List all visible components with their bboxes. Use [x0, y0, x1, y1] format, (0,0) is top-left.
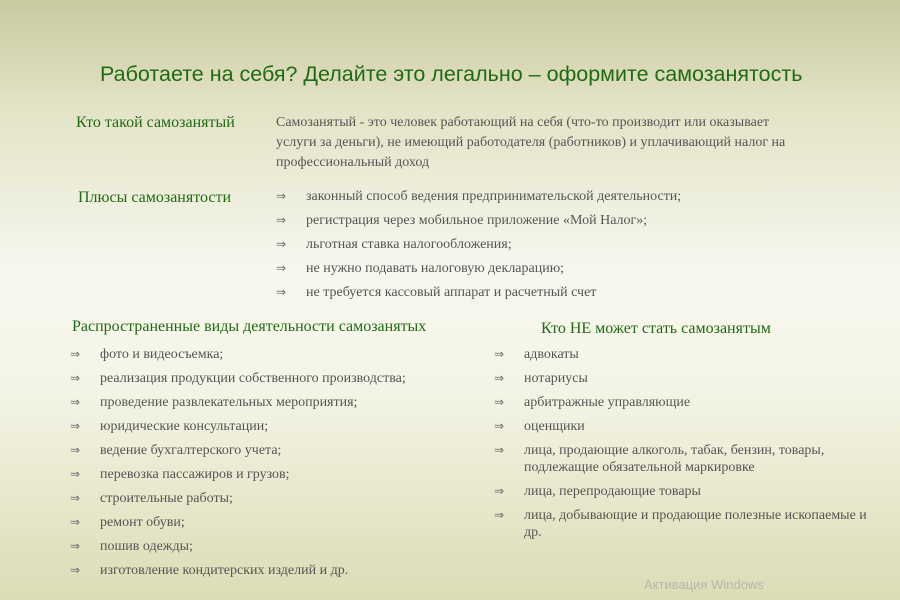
arrow-right-icon: ⇒ [70, 395, 81, 409]
list-item-text: адвокаты [524, 347, 579, 362]
list-item-text: законный способ ведения предпринимательской деятельности; [306, 189, 682, 204]
list-item [276, 260, 796, 284]
list-item [276, 188, 796, 212]
list-item [494, 370, 874, 387]
list-item [276, 236, 796, 260]
windows-activation-watermark: Активация Windows [644, 577, 764, 592]
list-item-text: арбитражные управляющие [524, 395, 691, 410]
list-item [70, 466, 470, 490]
activities-label: Распространенные виды деятельности самозанятых [72, 318, 427, 335]
arrow-right-icon: ⇒ [276, 285, 287, 299]
list-item-text: не требуется кассовый аппарат и расчетный счет [306, 285, 597, 300]
list-item-text: фото и видеосъемка; [100, 347, 224, 362]
list-item [70, 538, 470, 562]
arrow-right-icon: ⇒ [276, 213, 287, 227]
arrow-right-icon: ⇒ [70, 347, 81, 361]
list-item [494, 483, 874, 500]
list-item-text: перевозка пассажиров и грузов; [100, 467, 290, 482]
list-item-text: изготовление кондитерских изделий и др. [100, 563, 349, 578]
list-item-text: регистрация через мобильное приложение «Мой Налог»; [306, 213, 648, 228]
list-item-text: льготная ставка налогообложения; [306, 237, 512, 252]
arrow-right-icon: ⇒ [494, 347, 505, 361]
list-item-text: юридические консультации; [100, 419, 269, 434]
list-item [276, 212, 796, 236]
arrow-right-icon: ⇒ [70, 563, 81, 577]
list-item-text: ведение бухгалтерского учета; [100, 443, 282, 458]
list-item-text: лица, продающие алкоголь, табак, бензин, товары, подлежащие обязательной маркировке [524, 443, 825, 475]
list-item [276, 284, 796, 308]
list-item-text: нотариусы [524, 371, 588, 386]
list-item [70, 394, 470, 418]
list-item [70, 370, 470, 394]
arrow-right-icon: ⇒ [276, 189, 287, 203]
list-item [70, 418, 470, 442]
list-item-text: строительные работы; [100, 491, 233, 506]
list-item-text: оценщики [524, 419, 585, 434]
list-item [70, 442, 470, 466]
activities-list [70, 346, 470, 586]
list-item-text: ремонт обуви; [100, 515, 185, 530]
arrow-right-icon: ⇒ [494, 508, 505, 522]
list-item [494, 418, 874, 435]
arrow-right-icon: ⇒ [494, 371, 505, 385]
arrow-right-icon: ⇒ [70, 443, 81, 457]
plus-list [276, 188, 796, 308]
list-item [70, 346, 470, 370]
list-item-text: пошив одежды; [100, 539, 193, 554]
arrow-right-icon: ⇒ [494, 419, 505, 433]
list-item-text: проведение развлекательных мероприятия; [100, 395, 358, 410]
list-item-text: лица, перепродающие товары [524, 484, 701, 499]
not-allowed-list [494, 346, 874, 548]
arrow-right-icon: ⇒ [70, 419, 81, 433]
arrow-right-icon: ⇒ [276, 237, 287, 251]
list-item-text: не нужно подавать налоговую декларацию; [306, 261, 565, 276]
who-label: Кто такой самозанятый [76, 114, 235, 131]
who-description: Самозанятый - это человек работающий на себя (что-то производит или оказывает услуги за деньги), не имеющий работодателя (работников) и уплачивающий налог на профессиональный доход [276, 115, 786, 170]
arrow-right-icon: ⇒ [70, 491, 81, 505]
not-allowed-label: Кто НЕ может стать самозанятым [541, 320, 771, 337]
list-item-text: реализация продукции собственного производства; [100, 371, 406, 386]
arrow-right-icon: ⇒ [494, 484, 505, 498]
list-item [494, 507, 874, 541]
page-title: Работаете на себя? Делайте это легально – оформите самозанятость [100, 62, 803, 86]
arrow-right-icon: ⇒ [494, 395, 505, 409]
arrow-right-icon: ⇒ [70, 371, 81, 385]
list-item [494, 394, 874, 411]
list-item [70, 514, 470, 538]
list-item [70, 562, 470, 586]
list-item [70, 490, 470, 514]
list-item-text: лица, добывающие и продающие полезные ископаемые и др. [524, 508, 867, 540]
list-item [494, 346, 874, 363]
arrow-right-icon: ⇒ [70, 539, 81, 553]
arrow-right-icon: ⇒ [70, 515, 81, 529]
list-item [494, 442, 874, 476]
arrow-right-icon: ⇒ [494, 443, 505, 457]
plus-label: Плюсы самозанятости [78, 189, 232, 206]
arrow-right-icon: ⇒ [70, 467, 81, 481]
arrow-right-icon: ⇒ [276, 261, 287, 275]
